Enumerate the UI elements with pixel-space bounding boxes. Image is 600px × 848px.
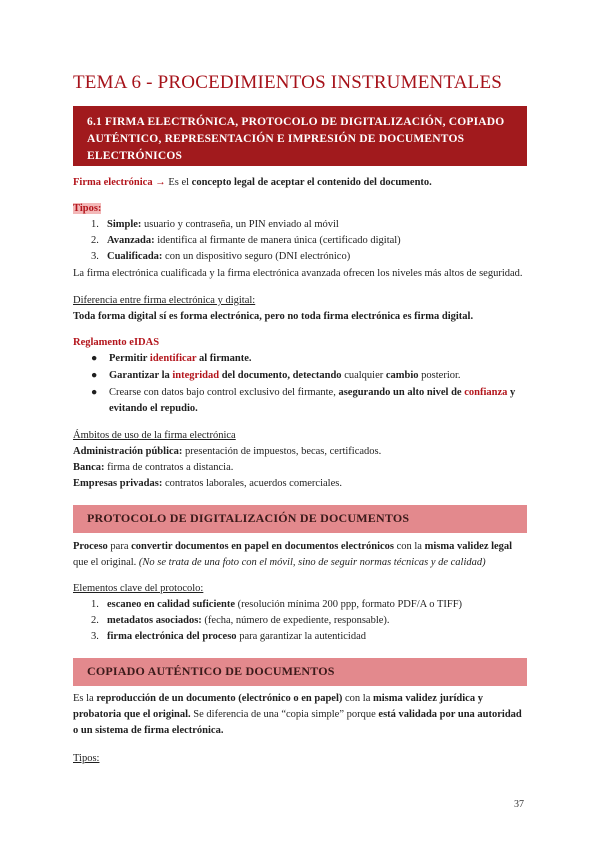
para-text: está validada por una autoridad — [378, 709, 522, 720]
list-label: escaneo en calidad suficiente — [107, 599, 236, 610]
eidas-heading: Reglamento eIDAS — [73, 337, 160, 348]
para-text: con la — [393, 541, 425, 552]
ambitos-text: firma de contratos a distancia. — [104, 462, 234, 473]
para-text: para — [107, 541, 132, 552]
para-text: con la — [342, 693, 374, 704]
bullet-icon: ● — [91, 387, 98, 398]
firma-definition — [73, 176, 432, 190]
bullet-text: asegurando un alto nivel de — [338, 387, 465, 398]
list-number: 1. — [91, 599, 99, 610]
protocolo-paragraph-line — [73, 556, 486, 570]
tipos-heading-text: Tipos: — [73, 203, 102, 214]
list-item — [91, 614, 390, 628]
bullet-icon: ● — [91, 353, 98, 364]
copiado-paragraph-line: o un sistema de firma electrónica. — [73, 725, 224, 736]
list-number: 1. — [91, 219, 99, 230]
firma-def: concepto legal de aceptar el contenido del documento. — [191, 177, 432, 188]
para-text: que el original. — [73, 557, 139, 568]
list-number: 2. — [91, 235, 99, 246]
page-number: 37 — [514, 799, 524, 810]
bullet-text: cambio — [385, 370, 419, 381]
diferencia-heading: Diferencia entre firma electrónica y digital: — [73, 295, 256, 306]
para-note: (No se trata de una foto con el móvil, sino de seguir normas técnicas y de calidad) — [138, 557, 486, 568]
protocolo-banner: PROTOCOLO DE DIGITALIZACIÓN DE DOCUMENTOS — [73, 505, 527, 533]
para-text: reproducción de un documento (electrónico o en papel) — [96, 693, 343, 704]
copiado-banner: COPIADO AUTÉNTICO DE DOCUMENTOS — [73, 658, 527, 686]
para-text: Se diferencia de una “copia simple” porque — [190, 709, 379, 720]
ambitos-row — [73, 477, 342, 491]
bullet-icon: ● — [91, 370, 98, 381]
bullet-text: y — [507, 387, 516, 398]
bullet-text: Crearse con datos bajo control exclusivo del firmante, — [109, 387, 339, 398]
section-banner — [73, 106, 527, 166]
list-item — [91, 218, 339, 232]
ambitos-heading: Ámbitos de uso de la firma electrónica — [73, 430, 236, 441]
list-label: firma electrónica del proceso — [107, 631, 237, 642]
list-item — [91, 234, 401, 248]
bullet-emph: integridad — [172, 370, 220, 381]
list-label: Simple: — [107, 219, 142, 230]
bullet-text: Permitir — [109, 353, 150, 364]
ambitos-text: contratos laborales, acuerdos comerciales. — [162, 478, 342, 489]
tipos-note: La firma electrónica cualificada y la firma electrónica avanzada ofrecen los niveles más altos de seguridad. — [73, 268, 523, 279]
copiado-tipos-heading: Tipos: — [73, 753, 100, 764]
firma-pre: Es el — [165, 177, 192, 188]
list-number: 3. — [91, 631, 99, 642]
section-banner-line: 6.1 FIRMA ELECTRÓNICA, PROTOCOLO DE DIGITALIZACIÓN, COPIADO — [87, 116, 505, 128]
para-text: Proceso — [73, 541, 108, 552]
diferencia-text: Toda forma digital sí es forma electrónica, pero no toda firma electrónica es firma digital. — [73, 311, 474, 322]
list-text: (fecha, número de expediente, responsable). — [201, 615, 390, 626]
elementos-heading: Elementos clave del protocolo: — [73, 583, 204, 594]
para-text: misma validez legal — [424, 541, 513, 552]
list-text: con un dispositivo seguro (DNI electrónico) — [162, 251, 351, 262]
ambitos-label: Empresas privadas: — [73, 478, 163, 489]
firma-term: Firma electrónica → — [73, 177, 166, 188]
bullet-text: del documento, detectando — [219, 370, 342, 381]
bullet-text: posterior. — [418, 370, 461, 381]
section-banner-line: AUTÉNTICO, REPRESENTACIÓN E IMPRESIÓN DE DOCUMENTOS — [87, 133, 465, 145]
ambitos-label: Administración pública: — [73, 446, 183, 457]
copiado-paragraph-line — [73, 708, 522, 722]
para-text: misma validez jurídica y — [373, 693, 483, 704]
copiado-paragraph-line — [73, 692, 483, 706]
page-title: TEMA 6 - PROCEDIMIENTOS INSTRUMENTALES — [73, 72, 503, 93]
bullet-text: Garantizar la — [109, 370, 173, 381]
tipos-heading — [73, 202, 101, 216]
bullet-emph: confianza — [464, 387, 508, 398]
list-label: Avanzada: — [107, 235, 155, 246]
bullet-text: evitando el repudio. — [109, 403, 198, 414]
para-text: convertir documentos en papel en documentos electrónicos — [131, 541, 394, 552]
ambitos-row — [73, 461, 233, 475]
ambitos-row — [73, 445, 381, 459]
list-label: metadatos asociados: — [107, 615, 202, 626]
list-text: (resolución mínima 200 ppp, formato PDF/A o TIFF) — [235, 599, 463, 610]
bullet-text: al firmante. — [196, 353, 252, 364]
bullet-emph: identificar — [149, 353, 197, 364]
list-label: Cualificada: — [107, 251, 163, 262]
para-text: Es la — [73, 693, 97, 704]
list-item — [91, 598, 462, 612]
section-banner-line: ELECTRÓNICOS — [87, 150, 183, 162]
para-text: probatoria que el original. — [73, 709, 191, 720]
protocolo-paragraph-line — [73, 540, 512, 554]
list-item — [91, 630, 366, 644]
list-text: para garantizar la autenticidad — [236, 631, 366, 642]
list-number: 3. — [91, 251, 99, 262]
ambitos-label: Banca: — [73, 462, 105, 473]
list-text: usuario y contraseña, un PIN enviado al móvil — [141, 219, 339, 230]
list-text: identifica al firmante de manera única (certificado digital) — [154, 235, 401, 246]
bullet-text: cualquier — [341, 370, 386, 381]
list-item — [91, 250, 350, 264]
list-number: 2. — [91, 615, 99, 626]
ambitos-text: presentación de impuestos, becas, certificados. — [182, 446, 382, 457]
